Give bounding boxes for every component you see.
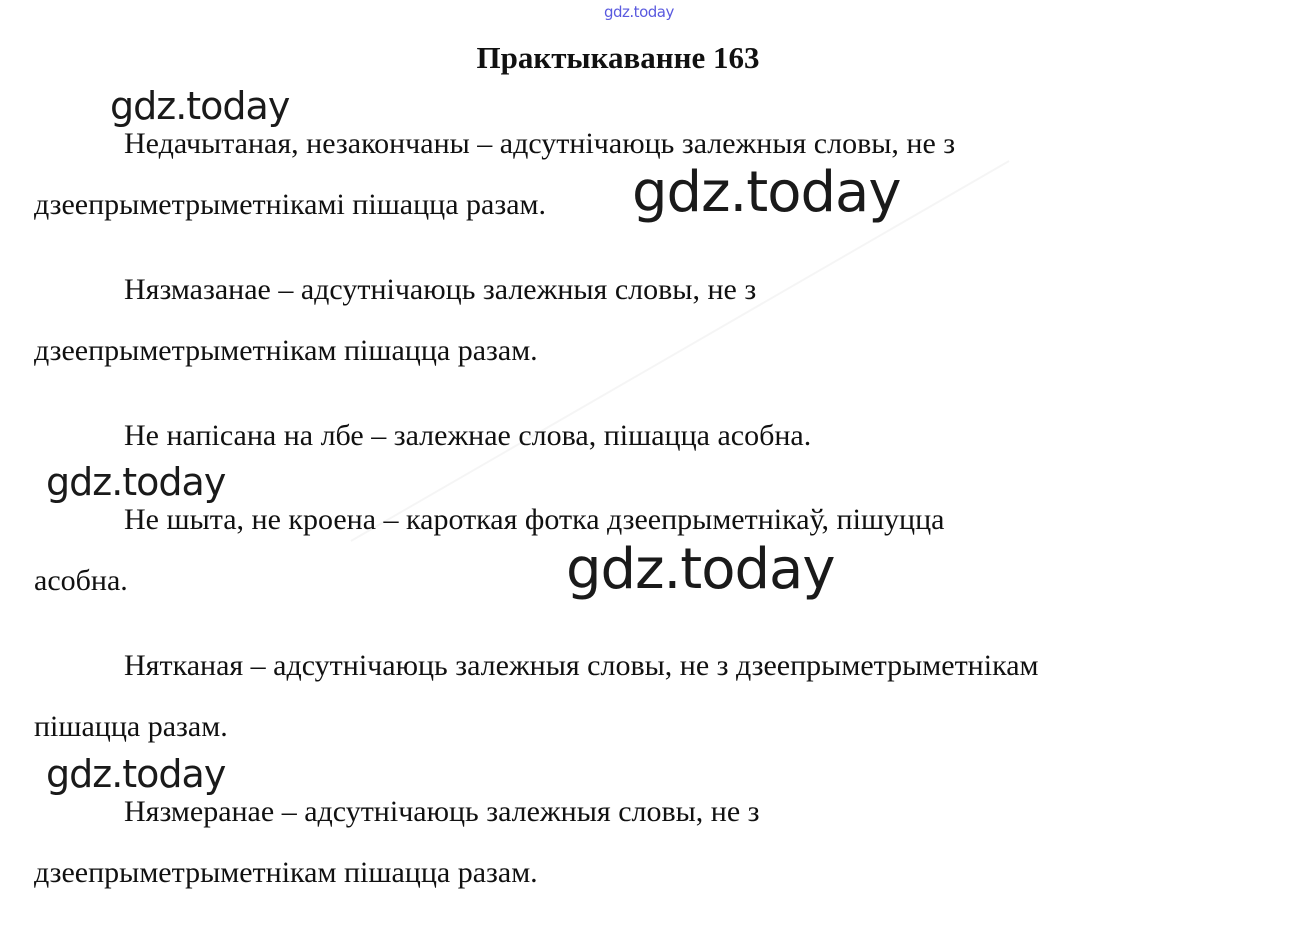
paragraph-3-line-1: Не напісана на лбе – залежнае слова, пішацца асобна. bbox=[124, 419, 812, 452]
paragraph-5-line-1: Нятканая – адсутнічаюць залежныя словы, не з дзеепрыметрыметнікам bbox=[124, 649, 1039, 682]
paragraph-5-line-2: пішацца разам. bbox=[34, 710, 228, 743]
watermark-4: gdz.today bbox=[566, 537, 835, 602]
paragraph-6-line-1: Нязмеранае – адсутнічаюць залежныя словы, не з bbox=[124, 795, 760, 828]
paragraph-2-line-1: Нязмазанае – адсутнічаюць залежныя словы, не з bbox=[124, 273, 757, 306]
paragraph-4-line-1: Не шыта, не кроена – кароткая фотка дзеепрыметнікаў, пішуцца bbox=[124, 503, 945, 536]
watermark-2: gdz.today bbox=[632, 160, 901, 225]
watermark-5: gdz.today bbox=[46, 752, 226, 796]
paragraph-6-line-2: дзеепрыметрыметнікам пішацца разам. bbox=[34, 856, 538, 889]
paragraph-2-line-2: дзеепрыметрыметнікам пішацца разам. bbox=[34, 334, 538, 367]
paragraph-4-line-2: асобна. bbox=[34, 564, 128, 597]
top-watermark: gdz.today bbox=[604, 3, 674, 21]
page-title: Практыкаванне 163 bbox=[476, 40, 760, 75]
watermark-1: gdz.today bbox=[110, 84, 290, 128]
watermark-3: gdz.today bbox=[46, 460, 226, 504]
paragraph-1-line-1: Недачытаная, незакончаны – адсутнічаюць залежныя словы, не з bbox=[124, 127, 956, 160]
paragraph-1-line-2: дзеепрыметрыметнікамі пішацца разам. bbox=[34, 188, 547, 221]
